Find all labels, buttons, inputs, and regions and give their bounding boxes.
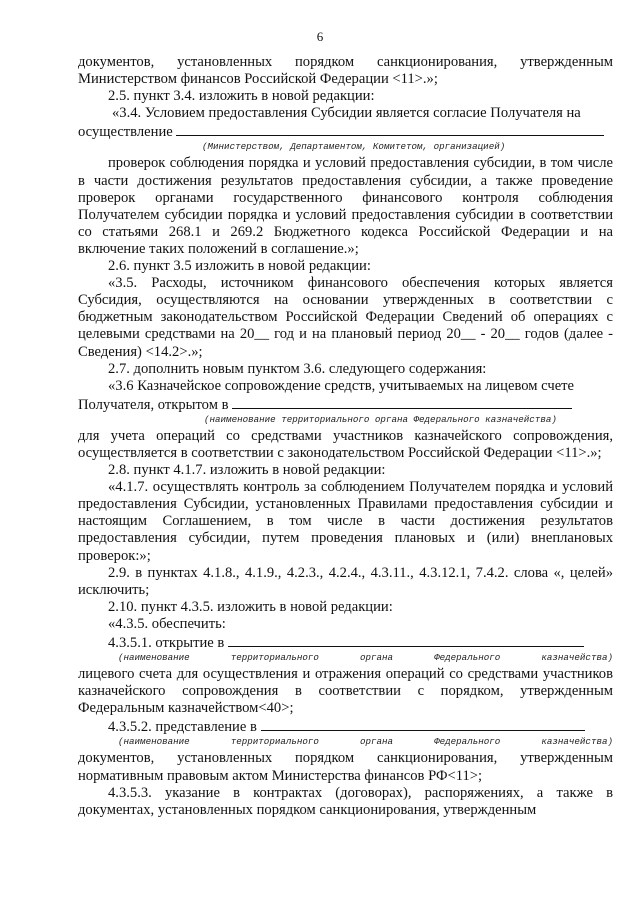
paragraph: 2.9. в пунктах 4.1.8., 4.1.9., 4.2.3., 4.2.4., 4.3.11., 4.3.12.1, 7.4.2. слова «, целей» исключить;	[78, 564, 613, 598]
blank-label: Получателя, открытом в	[78, 396, 229, 413]
paragraph-with-blank	[78, 122, 613, 141]
paragraph: лицевого счета для осуществления и отражения операций со средствами участников казначейского сопровождения в соответствии с порядком, утвержденным Федеральным казначейством<40>;	[78, 666, 613, 717]
blank-label: осуществление	[78, 124, 173, 141]
paragraph: 4.3.5.3. указание в контрактах (договорах), распоряжениях, а также в документах, установленных порядком санкционирования, утвержденным	[78, 784, 613, 818]
blank-line	[228, 633, 584, 647]
paragraph: 2.5. пункт 3.4. изложить в новой редакции:	[108, 88, 375, 105]
paragraph: «3.5. Расходы, источником финансового обеспечения которых является Субсидия, осуществляются на основании утвержденных в соответствии с бюджетным законодательством Российской Федерации Сведений об операциях с целевыми средствами на 20__ год и на плановый период 20__ - 20__ годов (далее - Сведения) <14.2>.»;	[78, 275, 613, 360]
blank-label: 4.3.5.1. открытие в	[108, 635, 225, 651]
paragraph: проверок соблюдения порядка и условий предоставления субсидии, в том числе в части достижения результатов предоставления субсидии, а также проведение проверок органами государственного финансового контроля соблюдения Получателем субсидии порядка и условий предоставления субсидии в соответствии со статьями 268.1 и 269.2 Бюджетного кодекса Российской Федерации и на включение таких положений в соглашение.»;	[78, 155, 613, 257]
paragraph: 2.6. пункт 3.5 изложить в новой редакции:	[108, 258, 371, 275]
blank-line	[176, 122, 604, 136]
paragraph: 2.7. дополнить новым пунктом 3.6. следующего содержания:	[108, 360, 487, 377]
field-caption: (наименование территориального органа Федерального казначейства)	[118, 652, 613, 664]
blank-label: 4.3.5.2. представление в	[108, 719, 257, 736]
paragraph: для учета операций со средствами участников казначейского сопровождения, осуществляется в соответствии с законодательством Российской Федерации <11>.»;	[78, 427, 613, 461]
paragraph: 2.8. пункт 4.1.7. изложить в новой редакции:	[108, 462, 386, 479]
paragraph: «3.6 Казначейское сопровождение средств, учитываемых на лицевом счете	[108, 377, 575, 394]
document-body	[78, 54, 613, 819]
paragraph: «4.3.5. обеспечить:	[108, 615, 226, 632]
field-caption: (наименование территориального органа Федерального казначейства)	[118, 736, 613, 748]
paragraph-with-blank	[78, 395, 613, 414]
blank-line	[232, 395, 572, 409]
paragraph-with-blank	[78, 633, 613, 652]
paragraph: «4.1.7. осуществлять контроль за соблюдением Получателем порядка и условий предоставления Субсидии, установленных Правилами предоставления субсидии и настоящим Соглашением, в том числе в части достижения результатов предоставления субсидии, путем проведения плановых и (или) внеплановых проверок:»;	[78, 479, 613, 564]
blank-line	[261, 717, 585, 731]
paragraph: 2.10. пункт 4.3.5. изложить в новой редакции:	[108, 598, 393, 615]
paragraph: «3.4. Условием предоставления Субсидии является согласие Получателя на	[112, 105, 581, 122]
paragraph: документов, установленных порядком санкционирования, утвержденным нормативным правовым актом Министерства финансов РФ<11>;	[78, 750, 613, 784]
paragraph-with-blank	[78, 717, 613, 736]
paragraph: документов, установленных порядком санкционирования, утвержденным Министерством финансов Российской Федерации <11>.»;	[78, 54, 613, 88]
page-number: 6	[316, 29, 324, 44]
field-caption: (наименование территориального органа Федерального казначейства)	[204, 413, 557, 425]
field-caption: (Министерством, Департаментом, Комитетом, организацией)	[202, 141, 506, 153]
